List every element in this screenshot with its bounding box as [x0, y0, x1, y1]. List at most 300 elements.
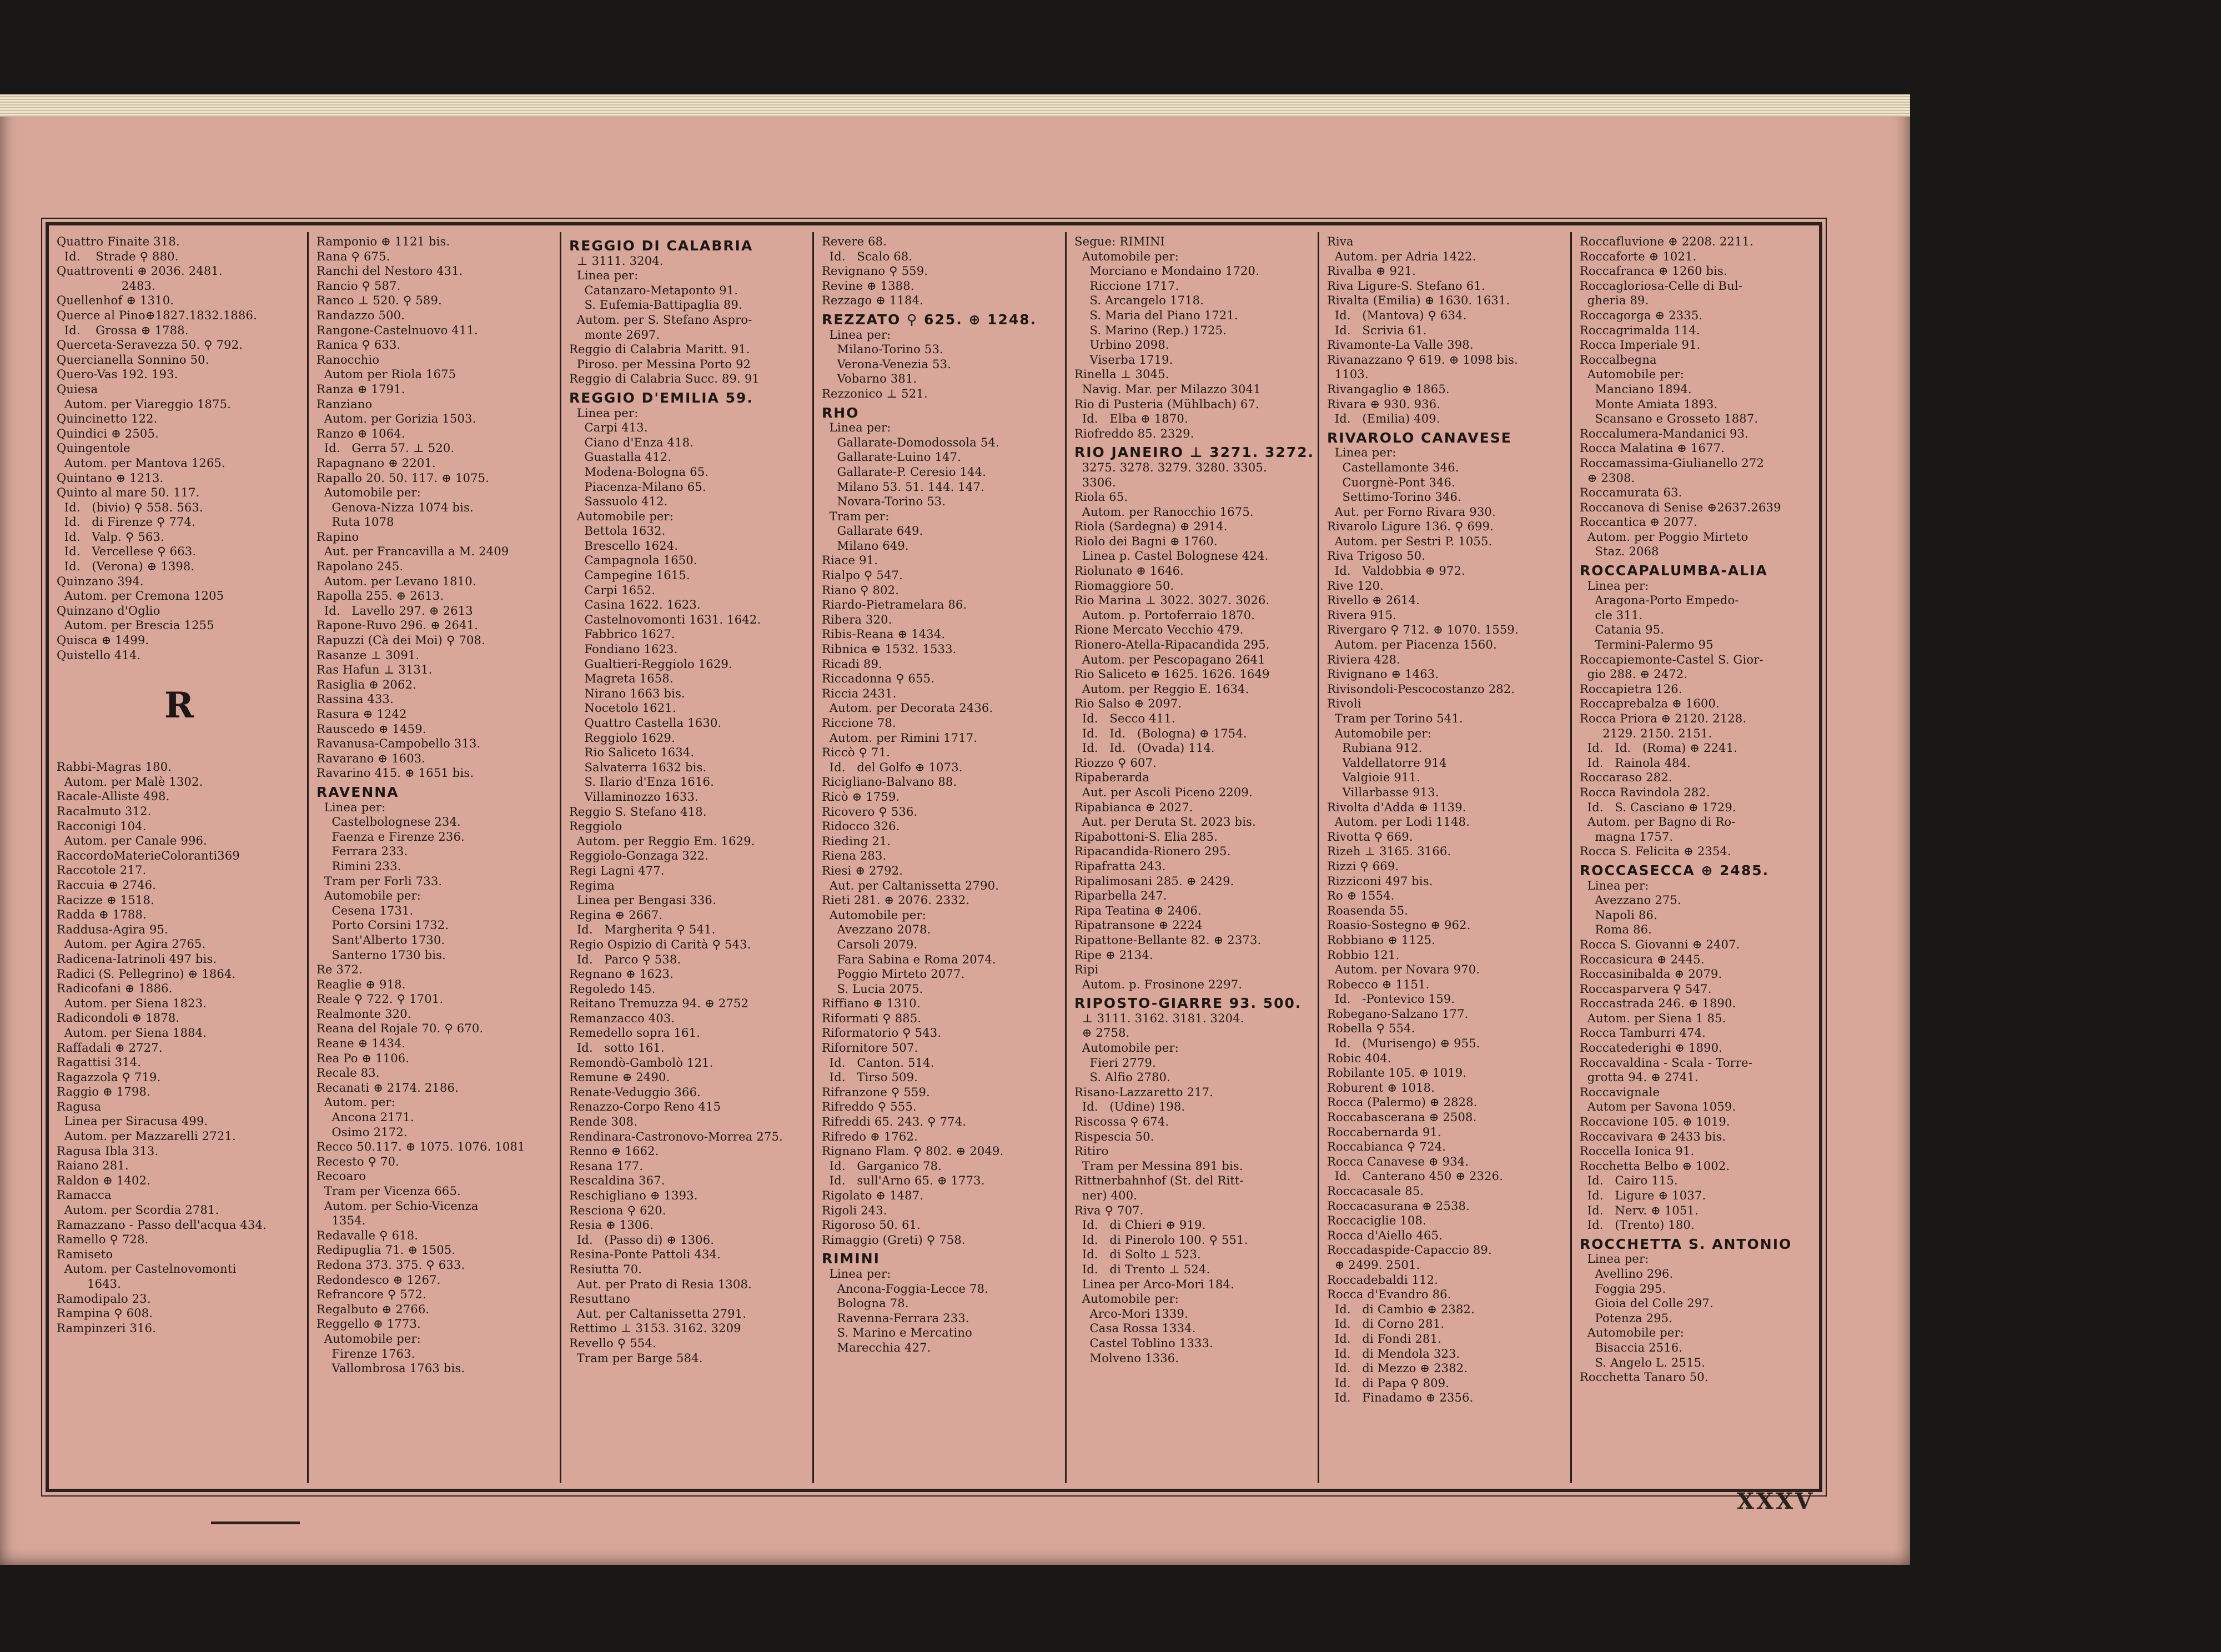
index-entry: Autom. per: [316, 1096, 395, 1109]
index-entry: Rancio ⚲ 587. [316, 279, 401, 293]
index-entry: Autom. per Schio-Vicenza [316, 1199, 479, 1213]
index-entry: Id. di Chieri ⊕ 919. [1074, 1218, 1206, 1232]
index-entry: Firenze 1763. [316, 1347, 415, 1360]
index-entry: Ramponio ⊕ 1121 bis. [316, 235, 450, 248]
index-entry: Bettola 1632. [569, 524, 666, 538]
index-entry: Autom. per Bagno di Ro- [1580, 815, 1736, 829]
index-entry: Randazzo 500. [316, 308, 405, 322]
index-entry: Tram per Vicenza 665. [316, 1184, 461, 1198]
index-entry: Milano 649. [822, 539, 909, 553]
section-heading: REGGIO D'EMILIA 59. [569, 389, 753, 406]
index-entry: Revine ⊕ 1388. [822, 279, 914, 293]
section-heading: RIO JANEIRO ⊥ 3271. 3272. [1074, 444, 1315, 461]
index-entry: Reggello ⊕ 1773. [316, 1317, 421, 1331]
index-entry: Ravarano ⊕ 1603. [316, 751, 426, 765]
index-entry: Reitano Tremuzza 94. ⊕ 2752 [569, 997, 749, 1011]
index-entry: Sassuolo 412. [569, 495, 668, 509]
index-entry: Rabbi-Magras 180. [57, 760, 172, 774]
index-entry: Rifredo ⊕ 1762. [822, 1129, 918, 1143]
index-entry: ner) 400. [1074, 1189, 1138, 1202]
index-entry: Riparbella 247. [1074, 889, 1167, 903]
index-entry: Linea per: [569, 406, 639, 420]
index-entry: Valdellatorre 914 [1327, 756, 1447, 770]
index-entry: Reschigliano ⊕ 1393. [569, 1189, 698, 1202]
index-entry: Autom. per Novara 970. [1327, 963, 1480, 977]
index-entry: Ancona-Foggia-Lecce 78. [822, 1282, 989, 1296]
index-entry: Gallarate-P. Ceresio 144. [822, 465, 987, 479]
index-entry: Rione Mercato Vecchio 479. [1074, 623, 1244, 637]
index-entry: Riscossa ⚲ 674. [1074, 1115, 1169, 1129]
index-entry: Id. Cairo 115. [1580, 1174, 1678, 1188]
index-entry: Automobile per: [316, 889, 421, 903]
index-entry: Riardo-Pietramelara 86. [822, 598, 967, 612]
index-entry: Fondiano 1623. [569, 642, 678, 656]
index-entry: Riolunato ⊕ 1646. [1074, 564, 1184, 578]
index-entry: Bisaccia 2516. [1580, 1340, 1683, 1354]
index-entry: Rezzonico ⊥ 521. [822, 386, 928, 400]
index-entry: Roccavivara ⊕ 2433 bis. [1580, 1129, 1726, 1143]
index-entry: Redona 373. 375. ⚲ 633. [316, 1258, 465, 1272]
index-entry: Milano-Torino 53. [822, 343, 943, 356]
index-entry: Ravenna-Ferrara 233. [822, 1311, 969, 1325]
index-entry: Roccasinibalda ⊕ 2079. [1580, 967, 1722, 981]
index-entry: Riviera 428. [1327, 652, 1400, 666]
index-entry: Quattro Finaite 318. [57, 235, 180, 248]
index-entry: Rispescia 50. [1074, 1129, 1154, 1143]
index-entry: Riofreddo 85. 2329. [1074, 426, 1194, 440]
index-entry: Termini-Palermo 95 [1580, 638, 1714, 652]
index-entry: Roccaprebalza ⊕ 1600. [1580, 697, 1720, 711]
index-entry: Refrancore ⚲ 572. [316, 1288, 426, 1302]
index-entry: Querceta-Seravezza 50. ⚲ 792. [57, 338, 243, 352]
index-entry: Ripe ⊕ 2134. [1074, 948, 1153, 962]
index-entry: Rivolta d'Adda ⊕ 1139. [1327, 800, 1466, 814]
index-entry: Quistello 414. [57, 648, 141, 662]
section-heading: ROCCAPALUMBA-ALIA [1580, 563, 1768, 579]
index-entry: Campagnola 1650. [569, 554, 697, 568]
index-entry: Riozzo ⚲ 607. [1074, 756, 1157, 770]
index-entry: Ferrara 233. [316, 845, 408, 858]
index-entry: Castelnovomonti 1631. 1642. [569, 612, 761, 626]
index-entry: Roccella Ionica 91. [1580, 1144, 1695, 1158]
index-entry: Rapolla 255. ⊕ 2613. [316, 589, 444, 603]
index-entry: Rezzago ⊕ 1184. [822, 294, 924, 308]
index-entry: Rivanazzano ⚲ 619. ⊕ 1098 bis. [1327, 353, 1518, 366]
index-entry: Rocca Ravindola 282. [1580, 785, 1710, 799]
index-column-1 [49, 232, 309, 1483]
index-entry: Ranocchio [316, 353, 380, 366]
index-entry: Id. Grossa ⊕ 1788. [57, 323, 189, 337]
index-entry: Quinzano d'Oglio [57, 604, 160, 617]
index-entry: Roccalumera-Mandanici 93. [1580, 426, 1749, 440]
index-entry: S. Marino (Rep.) 1725. [1074, 323, 1227, 337]
index-entry: Ripabianca ⊕ 2027. [1074, 800, 1193, 814]
index-entry: Revello ⚲ 554. [569, 1336, 656, 1350]
index-entry: Autom. per Adria 1422. [1327, 249, 1476, 263]
index-entry: Autom per Riola 1675 [316, 368, 456, 381]
index-entry: Roccafluvione ⊕ 2208. 2211. [1580, 235, 1753, 248]
index-entry: Roccapietra 126. [1580, 682, 1682, 696]
index-entry: Campegine 1615. [569, 569, 690, 583]
index-entry: Novara-Torino 53. [822, 495, 946, 509]
index-entry: Rapallo 20. 50. 117. ⊕ 1075. [316, 471, 490, 485]
index-entry: Realmonte 320. [316, 1007, 411, 1021]
index-entry: Quincinetto 122. [57, 412, 158, 426]
index-entry: Id. Secco 411. [1074, 712, 1175, 725]
index-entry: Raggio ⊕ 1798. [57, 1085, 150, 1099]
index-entry: Linea per: [1580, 1252, 1649, 1266]
index-entry: Rignano Flam. ⚲ 802. ⊕ 2049. [822, 1144, 1004, 1158]
index-entry: Brescello 1624. [569, 539, 679, 553]
index-entry: Tram per Barge 584. [569, 1351, 703, 1365]
index-entry: Avezzano 2078. [822, 923, 931, 937]
index-column-2 [309, 232, 561, 1483]
index-entry: Roccabascerana ⊕ 2508. [1327, 1111, 1477, 1124]
index-entry: Robilante 105. ⊕ 1019. [1327, 1066, 1467, 1080]
index-entry: Automobile per: [316, 1332, 421, 1345]
index-entry: Resciona ⚲ 620. [569, 1203, 666, 1217]
index-entry: Rocca d'Aiello 465. [1327, 1228, 1443, 1242]
index-entry: Tram per Messina 891 bis. [1074, 1159, 1243, 1173]
index-entry: Roccastrada 246. ⊕ 1890. [1580, 997, 1736, 1011]
index-entry: Robbio 121. [1327, 948, 1400, 962]
index-column-7 [1572, 232, 1819, 1483]
index-entry: Bologna 78. [822, 1297, 909, 1310]
index-entry: Robecco ⊕ 1151. [1327, 977, 1430, 991]
index-entry: Racconigi 104. [57, 819, 147, 833]
index-entry: Id. Id. (Ovada) 114. [1074, 741, 1215, 755]
index-entry: Riva Trigoso 50. [1327, 549, 1426, 563]
section-heading: RHO [822, 404, 860, 421]
index-entry: Linea p. Castel Bolognese 424. [1074, 549, 1269, 563]
index-entry: S. Alfio 2780. [1074, 1071, 1171, 1084]
index-entry: Quattro Castella 1630. [569, 716, 722, 730]
index-entry: Casa Rossa 1334. [1074, 1322, 1196, 1335]
index-entry: Ranco ⊥ 520. ⚲ 589. [316, 294, 442, 308]
index-entry: Rionero-Atella-Ripacandida 295. [1074, 638, 1270, 652]
index-entry: Automobile per: [1327, 726, 1432, 740]
index-entry: Id. sotto 161. [569, 1041, 665, 1055]
index-entry: Rigoroso 50. 61. [822, 1218, 921, 1232]
index-entry: Id. di Papa ⚲ 809. [1327, 1376, 1450, 1390]
index-entry: Roccavignale [1580, 1085, 1660, 1099]
index-entry: Rampina ⚲ 608. [57, 1307, 153, 1320]
index-entry: Recanati ⊕ 2174. 2186. [316, 1081, 459, 1094]
index-entry: Monte Amiata 1893. [1580, 397, 1718, 411]
index-entry: Ragazzola ⚲ 719. [57, 1070, 161, 1084]
index-entry: grotta 94. ⊕ 2741. [1580, 1071, 1699, 1084]
index-entry: Roccadaspide-Capaccio 89. [1327, 1243, 1492, 1257]
index-entry: Quero-Vas 192. 193. [57, 368, 178, 381]
index-entry: Riena 283. [822, 849, 887, 863]
index-entry: Rivoli [1327, 697, 1361, 711]
index-entry: Autom. p. Portoferraio 1870. [1074, 608, 1255, 622]
index-entry: Autom. per Siena 1823. [57, 996, 207, 1010]
index-entry: Catanzaro-Metaponto 91. [569, 283, 738, 297]
index-entry: Resiutta 70. [569, 1262, 642, 1276]
index-entry: Id. di Pinerolo 100. ⚲ 551. [1074, 1233, 1248, 1247]
index-entry: Radicofani ⊕ 1886. [57, 982, 173, 996]
index-entry: Roccamurata 63. [1580, 486, 1682, 500]
index-entry: Carsoli 2079. [822, 937, 918, 951]
index-entry: Ravanusa-Campobello 313. [316, 737, 481, 751]
index-entry: Riffiano ⊕ 1310. [822, 997, 921, 1011]
index-entry: Autom. per Decorata 2436. [822, 701, 993, 715]
index-entry: Rocca S. Giovanni ⊕ 2407. [1580, 937, 1740, 951]
index-entry: Raffadali ⊕ 2727. [57, 1041, 163, 1055]
index-entry: ⊕ 2499. 2501. [1327, 1258, 1420, 1272]
index-entry: Linea per: [822, 328, 891, 342]
index-entry: Villaminozzo 1633. [569, 790, 699, 804]
index-entry: Aut. per Caltanissetta 2791. [569, 1307, 747, 1320]
index-entry: Rio Marina ⊥ 3022. 3027. 3026. [1074, 594, 1270, 607]
index-entry: Resina-Ponte Pattoli 434. [569, 1248, 721, 1262]
index-entry: Aut. per Ascoli Piceno 2209. [1074, 785, 1253, 799]
index-entry: Gallarate-Domodossola 54. [822, 435, 999, 449]
index-entry: Rea Po ⊕ 1106. [316, 1051, 410, 1065]
index-entry: Quercianella Sonnino 50. [57, 353, 209, 366]
index-entry: Autom. per Poggio Mirteto [1580, 530, 1748, 544]
index-entry: Avellino 296. [1580, 1267, 1674, 1281]
index-frame [46, 222, 1822, 1492]
index-entry: Id. Gerra 57. ⊥ 520. [316, 441, 455, 455]
index-entry: Fieri 2779. [1074, 1056, 1156, 1069]
index-entry: Villarbasse 913. [1327, 785, 1439, 799]
index-entry: Rigolato ⊕ 1487. [822, 1189, 924, 1202]
index-entry: Regima [569, 878, 615, 892]
section-heading: RIMINI [822, 1251, 880, 1267]
index-entry: Osimo 2172. [316, 1125, 408, 1139]
index-entry: 2129. 2150. 2151. [1580, 726, 1712, 740]
index-entry: Redipuglia 71. ⊕ 1505. [316, 1243, 456, 1257]
index-entry: Aut. per Prato di Resia 1308. [569, 1277, 752, 1291]
index-entry: Ruta 1078 [316, 515, 394, 529]
index-entry: Autom. per Reggio Em. 1629. [569, 834, 755, 848]
index-entry: Rivalba ⊕ 921. [1327, 264, 1416, 278]
index-entry: Reggiolo 1629. [569, 731, 675, 745]
index-entry: Ragattisi 314. [57, 1056, 142, 1069]
index-entry: S. Eufemia-Battipaglia 89. [569, 298, 742, 312]
index-entry: Id. (Mantova) ⚲ 634. [1327, 308, 1467, 322]
index-entry: Id. Elba ⊕ 1870. [1074, 412, 1188, 426]
index-entry: Rocca (Palermo) ⊕ 2828. [1327, 1096, 1478, 1109]
index-entry: 3275. 3278. 3279. 3280. 3305. [1074, 460, 1267, 474]
index-entry: Ribnica ⊕ 1532. 1533. [822, 642, 957, 656]
index-entry: Ridocco 326. [822, 820, 900, 833]
index-entry: Morciano e Mondaino 1720. [1074, 264, 1259, 278]
index-entry: Ras Hafun ⊥ 3131. [316, 663, 433, 677]
index-entry: Ripalimosani 285. ⊕ 2429. [1074, 874, 1234, 888]
index-entry: Roccagloriosa-Celle di Bul- [1580, 279, 1743, 293]
index-entry: Gallarate-Luino 147. [822, 450, 962, 464]
index-entry: Rocchetta Belbo ⊕ 1002. [1580, 1159, 1730, 1173]
index-entry: Faenza e Firenze 236. [316, 830, 465, 843]
index-entry: Autom. per Reggio E. 1634. [1074, 682, 1249, 696]
index-entry: Roccacasurana ⊕ 2538. [1327, 1199, 1470, 1213]
index-entry: Id. di Solto ⊥ 523. [1074, 1248, 1201, 1262]
index-entry: Rimini 233. [316, 859, 401, 873]
index-entry: Automobile per: [1074, 249, 1179, 263]
index-entry: Molveno 1336. [1074, 1351, 1179, 1365]
index-entry: Ricò ⊕ 1759. [822, 790, 900, 804]
index-entry: Quiesa [57, 382, 98, 396]
index-entry: Guastalla 412. [569, 450, 672, 464]
index-entry: Sant'Alberto 1730. [316, 933, 445, 947]
index-entry: Rivergaro ⚲ 712. ⊕ 1070. 1559. [1327, 623, 1519, 637]
index-entry: Roccatederighi ⊕ 1890. [1580, 1041, 1723, 1055]
index-entry: Racale-Alliste 498. [57, 790, 170, 804]
index-entry: Roccagrimalda 114. [1580, 323, 1700, 337]
index-entry: Radici (S. Pellegrino) ⊕ 1864. [57, 967, 236, 981]
index-entry: Regnano ⊕ 1623. [569, 967, 674, 981]
index-entry: Milano 53. 51. 144. 147. [822, 480, 984, 494]
index-entry: Rinella ⊥ 3045. [1074, 368, 1169, 381]
index-entry: Autom. per Siena 1 85. [1580, 1011, 1726, 1025]
index-entry: Rocca d'Evandro 86. [1327, 1288, 1451, 1302]
index-entry: Id. di Cambio ⊕ 2382. [1327, 1302, 1475, 1316]
index-entry: Id. di Mendola 323. [1327, 1347, 1460, 1360]
index-entry: Gallarate 649. [822, 524, 923, 538]
index-entry: Id. Vercellese ⚲ 663. [57, 545, 197, 559]
index-entry: Rassina 433. [316, 692, 394, 706]
index-entry: Id. (Passo di) ⊕ 1306. [569, 1233, 715, 1247]
index-entry: 1103. [1327, 368, 1369, 381]
index-entry: Linea per Arco-Mori 184. [1074, 1277, 1234, 1291]
index-entry: Gualtieri-Reggiolo 1629. [569, 657, 732, 671]
index-entry: Id. di Fondi 281. [1327, 1332, 1442, 1345]
section-heading: RAVENNA [316, 784, 399, 800]
index-entry: Napoli 86. [1580, 908, 1657, 922]
index-entry: Rocca Tamburri 474. [1580, 1026, 1706, 1040]
index-entry: Viserba 1719. [1074, 353, 1173, 366]
index-entry: Rangone-Castelnuovo 411. [316, 323, 478, 337]
index-entry: Navig. Mar. per Milazzo 3041 [1074, 382, 1261, 396]
index-entry: Roasenda 55. [1327, 903, 1409, 917]
index-entry: Recesto ⚲ 70. [316, 1154, 400, 1168]
index-entry: Autom. per Mantova 1265. [57, 456, 225, 470]
index-entry: Aragona-Porto Empedo- [1580, 594, 1739, 607]
index-entry: Roccavaldina - Scala - Torre- [1580, 1056, 1753, 1069]
index-entry: Rocca Priora ⊕ 2120. 2128. [1580, 712, 1747, 725]
page-edge [0, 94, 1910, 117]
bottom-rule [211, 1522, 300, 1524]
index-entry: Renate-Veduggio 366. [569, 1085, 701, 1099]
index-entry: Id. del Golfo ⊕ 1073. [822, 760, 963, 774]
index-entry: Rifranzone ⚲ 559. [822, 1085, 930, 1099]
index-entry: Rapino [316, 530, 359, 544]
index-entry: Re 372. [316, 963, 363, 977]
index-entry: Id. Scalo 68. [822, 249, 913, 263]
index-entry: Vobarno 381. [822, 372, 917, 386]
index-entry: Manciano 1894. [1580, 382, 1692, 396]
index-entry: ⊥ 3111. 3162. 3181. 3204. [1074, 1011, 1244, 1025]
index-entry: Rieti 281. ⊕ 2076. 2332. [822, 893, 970, 907]
section-heading: RIVAROLO CANAVESE [1327, 429, 1512, 446]
index-entry: Rocca Imperiale 91. [1580, 338, 1701, 352]
index-entry: Autom. per Brescia 1255 [57, 619, 214, 632]
index-entry: Riace 91. [822, 554, 878, 568]
index-entry: Riomaggiore 50. [1074, 579, 1174, 592]
index-entry: Rapagnano ⊕ 2201. [316, 456, 436, 470]
index-entry: Automobile per: [1580, 1326, 1685, 1340]
index-entry: Autom. per Siena 1884. [57, 1026, 207, 1040]
index-entry: Roccaraso 282. [1580, 771, 1672, 785]
index-entry: Roccaciglie 108. [1327, 1214, 1426, 1228]
index-entry: Segue: RIMINI [1074, 235, 1165, 248]
index-entry: Id. di Firenze ⚲ 774. [57, 515, 195, 529]
index-entry: Automobile per: [1074, 1041, 1179, 1055]
index-entry: Resia ⊕ 1306. [569, 1218, 654, 1232]
index-entry: Rendinara-Castronovo-Morrea 275. [569, 1129, 783, 1143]
index-entry: Riformatorio ⚲ 543. [822, 1026, 942, 1040]
index-entry: Rivello ⊕ 2614. [1327, 594, 1420, 607]
index-entry: Rivara ⊕ 930. 936. [1327, 397, 1441, 411]
index-entry: Salvaterra 1632 bis. [569, 760, 707, 774]
index-entry: Autom. per Sestri P. 1055. [1327, 534, 1493, 548]
index-entry: 2483. [57, 279, 155, 293]
index-entry: Id. Strade ⚲ 880. [57, 249, 179, 263]
index-entry: Ripatransone ⊕ 2224 [1074, 918, 1203, 932]
index-entry: Racizze ⊕ 1518. [57, 893, 154, 907]
index-entry: Regalbuto ⊕ 2766. [316, 1302, 430, 1316]
index-entry: Autom. per Castelnovomonti [57, 1262, 237, 1276]
section-heading: REGGIO DI CALABRIA [569, 238, 753, 254]
index-entry: Linea per: [1327, 446, 1396, 460]
index-entry: Carpi 413. [569, 421, 648, 435]
index-entry: Rivignano ⊕ 1463. [1327, 667, 1439, 681]
index-entry: Modena-Bologna 65. [569, 465, 709, 479]
index-entry: Autom. per Lodi 1148. [1327, 815, 1470, 829]
index-entry: Rio Saliceto ⊕ 1625. 1626. 1649 [1074, 667, 1270, 681]
index-entry: Ripacandida-Rionero 295. [1074, 845, 1231, 858]
index-entry: Fara Sabina e Roma 2074. [822, 952, 996, 966]
index-entry: Robbiano ⊕ 1125. [1327, 933, 1436, 947]
index-entry: Reggio di Calabria Maritt. 91. [569, 343, 750, 356]
index-entry: Ripafratta 243. [1074, 859, 1166, 873]
index-entry: Ramiseto [57, 1247, 113, 1261]
index-entry: Rana ⚲ 675. [316, 249, 390, 263]
section-letter: R [164, 685, 194, 727]
index-entry: Ramello ⚲ 728. [57, 1233, 149, 1247]
index-entry: Regi Lagni 477. [569, 863, 665, 877]
index-entry: Renazzo-Corpo Reno 415 [569, 1100, 721, 1114]
index-entry: Ro ⊕ 1554. [1327, 889, 1395, 903]
index-column-5 [1067, 232, 1319, 1483]
index-entry: Riccione 1717. [1074, 279, 1179, 293]
index-entry: Casina 1622. 1623. [569, 598, 701, 612]
index-entry: 1354. [316, 1214, 366, 1228]
index-entry: Renno ⊕ 1662. [569, 1144, 659, 1158]
index-entry: Ripa Teatina ⊕ 2406. [1074, 903, 1202, 917]
index-entry: Reaglie ⊕ 918. [316, 977, 406, 991]
index-entry: Aut. per Francavilla a M. 2409 [316, 545, 509, 559]
index-entry: Staz. 2068 [1580, 545, 1659, 559]
index-entry: Riola (Sardegna) ⊕ 2914. [1074, 520, 1228, 534]
index-entry: Id. di Trento ⊥ 524. [1074, 1262, 1210, 1276]
index-entry: Roma 86. [1580, 923, 1652, 937]
index-entry: Robella ⚲ 554. [1327, 1022, 1415, 1036]
index-entry: Autom. per Canale 996. [57, 834, 207, 848]
index-entry: Revere 68. [822, 235, 887, 248]
index-entry: Tram per: [822, 509, 890, 523]
index-entry: Id. (bivio) ⚲ 558. 563. [57, 500, 203, 514]
index-entry: Rescaldina 367. [569, 1174, 665, 1188]
index-entry: Urbino 2098. [1074, 338, 1169, 352]
index-entry: RaccordoMaterieColoranti369 [57, 848, 240, 862]
index-entry: Quellenhof ⊕ 1310. [57, 294, 174, 308]
index-entry: Automobile per: [822, 908, 927, 922]
index-entry: Autom. per Gorizia 1503. [316, 412, 476, 426]
